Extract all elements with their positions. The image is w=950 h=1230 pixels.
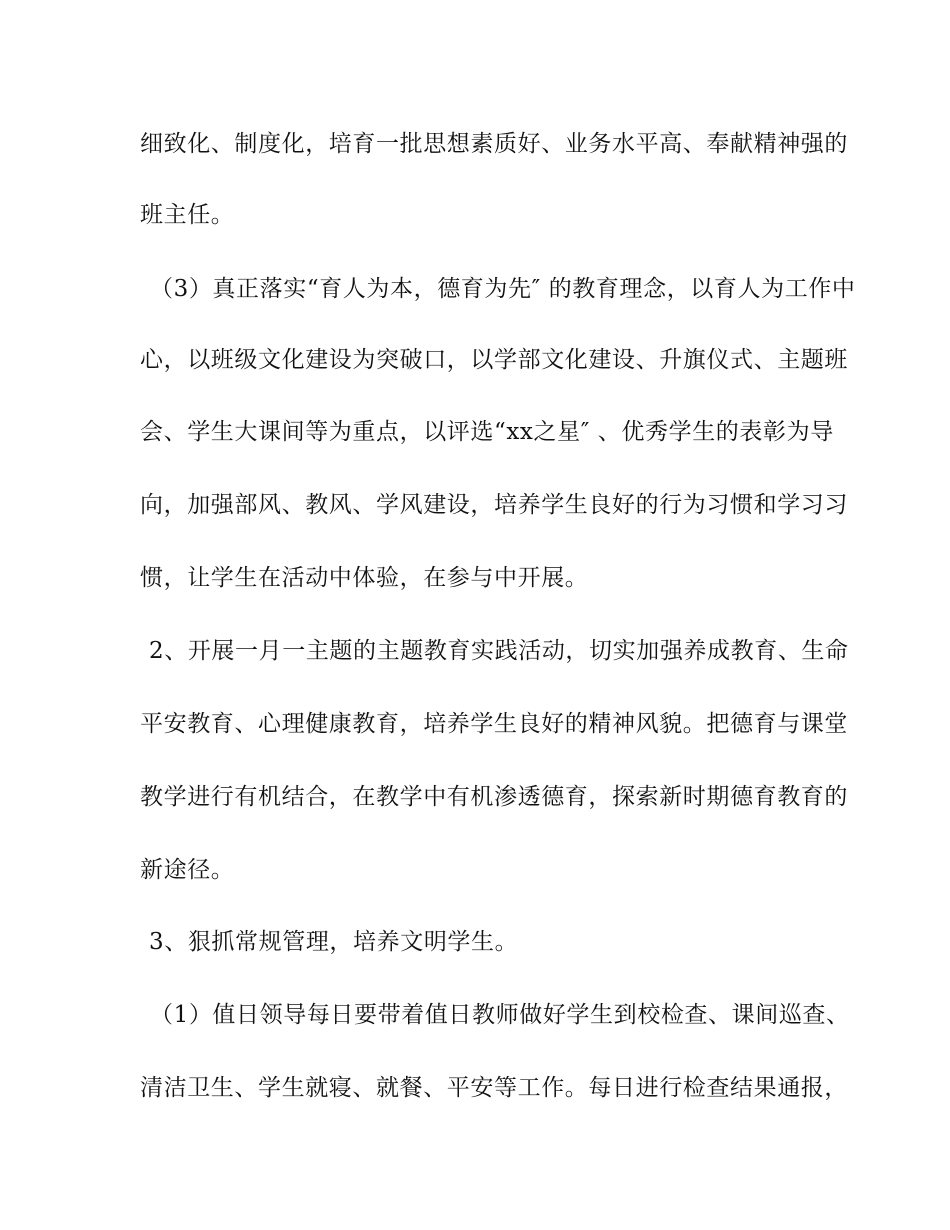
text-line: 会、学生大课间等为重点，以评选“xx之星″ 、优秀学生的表彰为导 bbox=[140, 419, 834, 445]
text-line: 清洁卫生、学生就寝、就餐、平安等工作。每日进行检查结果通报， bbox=[140, 1075, 848, 1101]
text-line: （3）真正落实“育人为本，德育为先″ 的教育理念，以育人为工作中 bbox=[150, 276, 856, 302]
text-line: （1）值日领导每日要带着值日教师做好学生到校检查、课间巡查、 bbox=[150, 1002, 850, 1028]
text-line: 教学进行有机结合，在教学中有机渗透德育，探索新时期德育教育的 bbox=[140, 784, 848, 810]
text-line: 班主任。 bbox=[140, 202, 235, 228]
text-line: 细致化、制度化，培育一批思想素质好、业务水平高、奉献精神强的 bbox=[140, 131, 848, 157]
text-line: 向，加强部风、教风、学风建设，培养学生良好的行为习惯和学习习 bbox=[140, 492, 848, 518]
text-line: 3、狠抓常规管理，培养文明学生。 bbox=[149, 929, 519, 955]
text-line: 惯，让学生在活动中体验，在参与中开展。 bbox=[140, 565, 589, 591]
text-line: 平安教育、心理健康教育，培养学生良好的精神风貌。把德育与课堂 bbox=[140, 711, 848, 737]
text-line: 心，以班级文化建设为突破口，以学部文化建设、升旗仪式、主题班 bbox=[140, 347, 848, 373]
text-line: 2、开展一月一主题的主题教育实践活动，切实加强养成教育、生命 bbox=[149, 638, 849, 664]
text-line: 新途径。 bbox=[140, 857, 235, 883]
